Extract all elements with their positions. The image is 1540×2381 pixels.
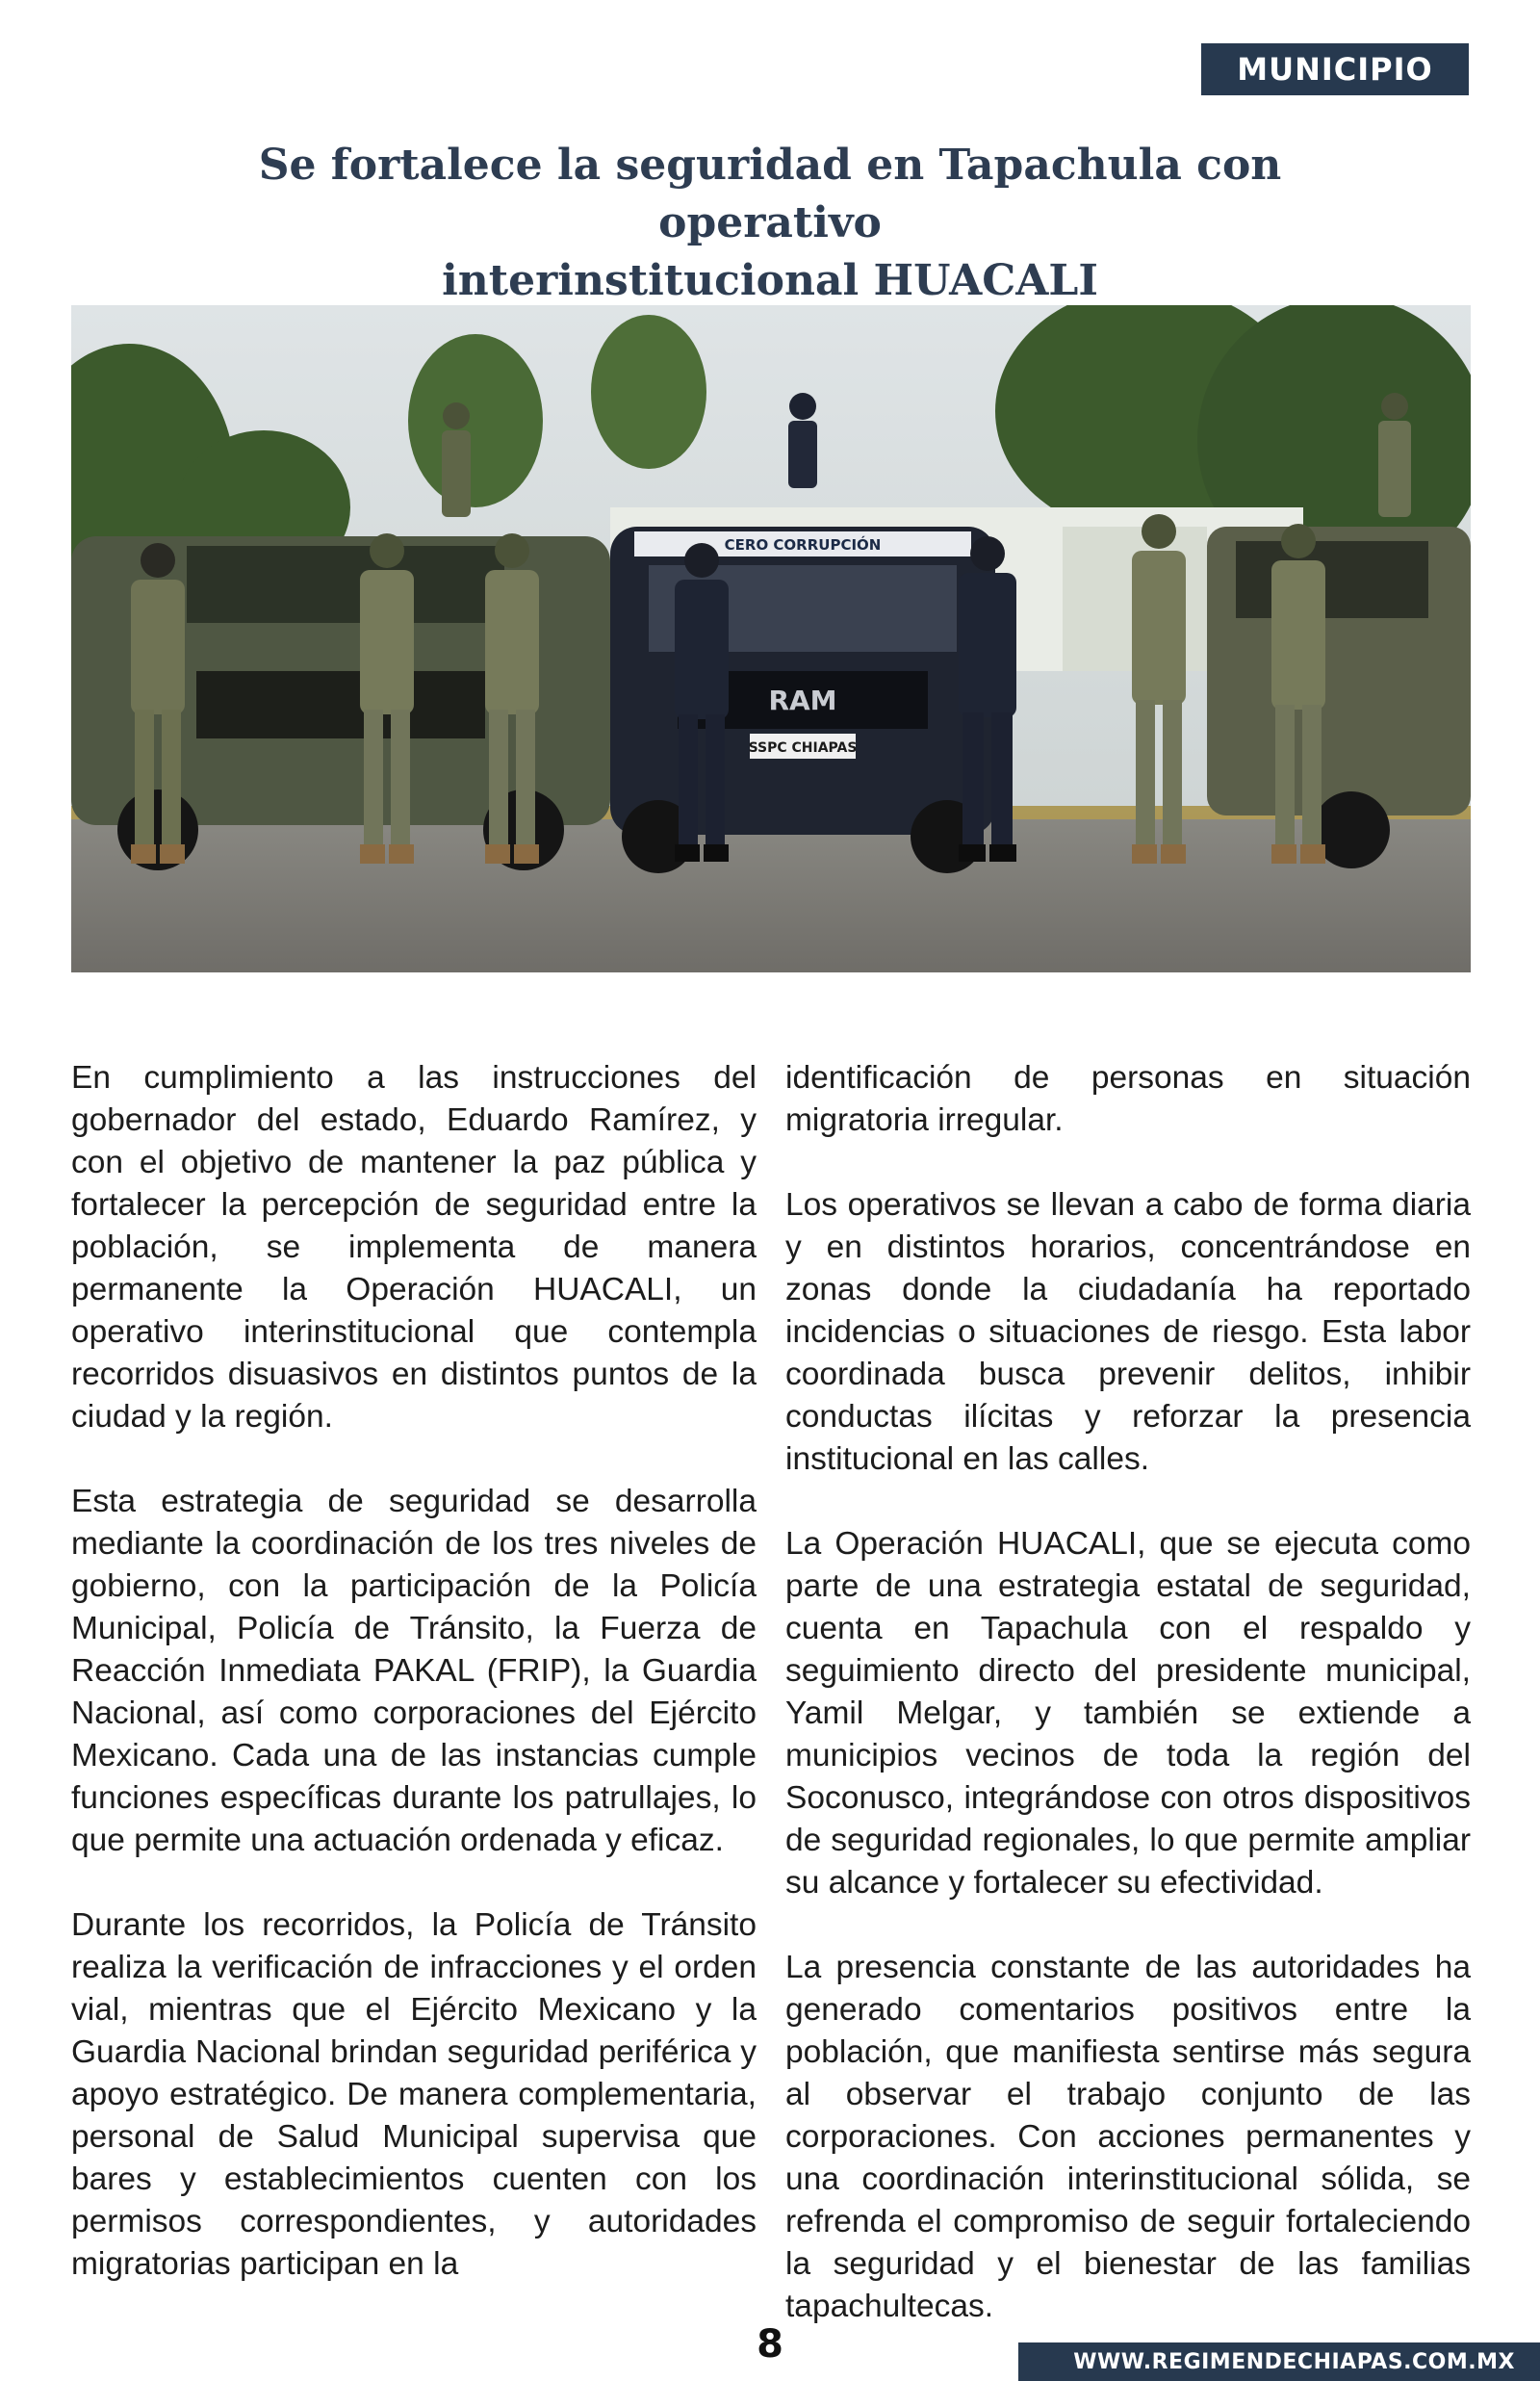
paragraph: Durante los recorridos, la Policía de Tránsito realiza la verificación de infracciones y el orden vial, mientras que el Ejército Mexicano y la Guardia Nacional brindan seguridad periférica y apoyo estratégico. De manera complementaria, personal de Salud Municipal supervisa que bares y establecimientos cuenten con los permisos correspondientes, y autoridades migratorias participan en la <box>71 1907 757 2282</box>
article-column-left <box>71 1057 757 2286</box>
article-title <box>144 137 1396 310</box>
article-column-right <box>785 1057 1471 2328</box>
paragraph: La Operación HUACALI, que se ejecuta como parte de una estrategia estatal de seguridad, cuenta en Tapachula con el respaldo y seguimiento directo del presidente municipal, Yamil Melgar, y también se extiende a municipios vecinos de toda la región del Soconusco, integrándose con otros dispositivos de seguridad regionales, lo que permite ampliar su alcance y fortalecer su efectividad. <box>785 1526 1471 1901</box>
article-title-line-2: interinstitucional HUACALI <box>442 256 1098 305</box>
truck-banner-text: CERO CORRUPCIÓN <box>724 536 882 554</box>
website-link[interactable]: WWW.REGIMENDECHIAPAS.COM.MX <box>1073 2349 1515 2374</box>
section-label: MUNICIPIO <box>1237 51 1433 88</box>
paragraph: La presencia constante de las autoridades ha generado comentarios positivos entre la población, que manifiesta sentirse más segura al observar el trabajo conjunto de las corporaciones. Con acciones permanentes y una coordinación interinstitucional sólida, se refrenda el compromiso de seguir fortaleciendo la seguridad y el bienestar de las familias tapachultecas. <box>785 1950 1471 2324</box>
truck-grille-text: RAM <box>768 685 837 716</box>
photo-illustration <box>71 305 1471 972</box>
paragraph: Los operativos se llevan a cabo de forma diaria y en distintos horarios, concentrándose en zonas donde la ciudadanía ha reportado incidencias o situaciones de riesgo. Esta labor coordinada busca prevenir delitos, inhibir conductas ilícitas y reforzar la presencia institucional en las calles. <box>785 1187 1471 1477</box>
article-photo <box>71 305 1471 972</box>
page-number: 8 <box>757 2322 783 2367</box>
truck-plate-text: SSPC CHIAPAS <box>748 740 858 756</box>
paragraph: En cumplimiento a las instrucciones del gobernador del estado, Eduardo Ramírez, y con el objetivo de mantener la paz pública y fortalecer la percepción de seguridad entre la población, se implementa de manera permanente la Operación HUACALI, un operativo interinstitucional que contempla recorridos disuasivos en distintos puntos de la ciudad y la región. <box>71 1060 757 1435</box>
footer-bar <box>1018 2342 1540 2381</box>
truck-center <box>610 527 995 873</box>
section-badge <box>1201 43 1469 95</box>
paragraph: Esta estrategia de seguridad se desarrolla mediante la coordinación de los tres niveles de gobierno, con la participación de la Policía Municipal, Policía de Tránsito, la Fuerza de Reacción Inmediata PAKAL (FRIP), la Guardia Nacional, así como corporaciones del Ejército Mexicano. Cada una de las instancias cumple funciones específicas durante los patrullajes, lo que permite una actuación ordenada y eficaz. <box>71 1484 757 1858</box>
paragraph: identificación de personas en situación migratoria irregular. <box>785 1060 1471 1138</box>
article-title-line-1: Se fortalece la seguridad en Tapachula con operativo <box>258 141 1282 247</box>
